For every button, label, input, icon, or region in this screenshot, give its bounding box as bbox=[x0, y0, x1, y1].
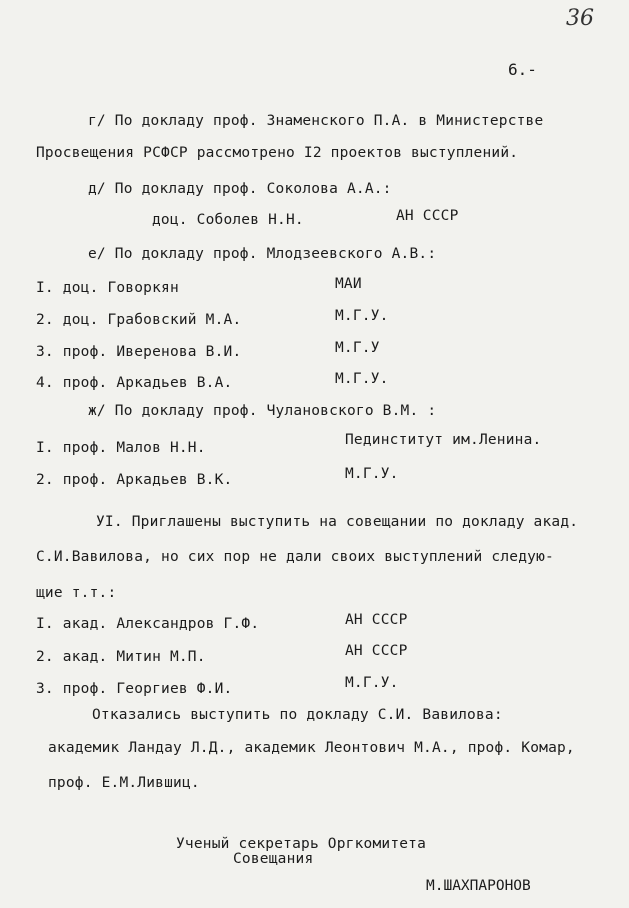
section-vi-row-2-name: 2. акад. Митин М.П. bbox=[36, 649, 206, 665]
signature-name: М.ШАХПАРОНОВ bbox=[426, 878, 531, 894]
archive-page-mark: 36 bbox=[566, 6, 594, 31]
section-vi-line-1: УI. Приглашены выступить на совещании по докладу акад. bbox=[96, 514, 579, 530]
section-vi-row-1-org: АН СССР bbox=[345, 612, 408, 628]
section-vi-row-1-name: I. акад. Александров Г.Ф. bbox=[36, 616, 260, 632]
section-e-row-4-org: М.Г.У. bbox=[335, 371, 389, 387]
section-d-heading: д/ По докладу проф. Соколова А.А.: bbox=[88, 181, 392, 197]
section-e-row-3-org: М.Г.У bbox=[335, 340, 380, 356]
section-e-row-3-name: 3. проф. Иверенова В.И. bbox=[36, 344, 242, 360]
section-vi-line-3: щие т.т.: bbox=[36, 585, 117, 601]
section-zh-heading: ж/ По докладу проф. Чулановского В.М. : bbox=[88, 403, 437, 419]
refusal-line-3: проф. Е.М.Лившиц. bbox=[48, 775, 200, 791]
section-e-heading: е/ По докладу проф. Млодзеевского А.В.: bbox=[88, 246, 437, 262]
page-number: 6.- bbox=[508, 60, 537, 79]
section-e-row-1-name: I. доц. Говоркян bbox=[36, 280, 179, 296]
section-zh-row-2-org: М.Г.У. bbox=[345, 466, 399, 482]
section-vi-line-2: С.И.Вавилова, но сих пор не дали своих выступлений следую- bbox=[36, 549, 554, 565]
section-vi-row-3-name: 3. проф. Георгиев Ф.И. bbox=[36, 681, 233, 697]
section-d-org: АН СССР bbox=[396, 208, 459, 224]
section-e-row-2-org: М.Г.У. bbox=[335, 308, 389, 324]
signature-title-2: Совещания bbox=[233, 851, 314, 867]
section-d-name: доц. Соболев Н.Н. bbox=[152, 212, 304, 228]
refusal-line-2: академик Ландау Л.Д., академик Леонтович М.А., проф. Комар, bbox=[48, 740, 575, 756]
section-e-row-2-name: 2. доц. Грабовский М.А. bbox=[36, 312, 242, 328]
section-g-line-2: Просвещения РСФСР рассмотрено I2 проектов выступлений. bbox=[36, 145, 519, 161]
section-vi-row-3-org: М.Г.У. bbox=[345, 675, 399, 691]
refusal-line-1: Отказались выступить по докладу С.И. Вавилова: bbox=[92, 707, 503, 723]
section-zh-row-1-org: Пединститут им.Ленина. bbox=[345, 432, 542, 448]
section-zh-row-1-name: I. проф. Малов Н.Н. bbox=[36, 440, 206, 456]
section-g-line-1: г/ По докладу проф. Знаменского П.А. в Министерстве bbox=[88, 113, 544, 129]
section-e-row-4-name: 4. проф. Аркадьев В.А. bbox=[36, 375, 233, 391]
section-zh-row-2-name: 2. проф. Аркадьев В.К. bbox=[36, 472, 233, 488]
signature-title-1: Ученый секретарь Оргкомитета bbox=[176, 836, 427, 852]
section-vi-row-2-org: АН СССР bbox=[345, 643, 408, 659]
section-e-row-1-org: МАИ bbox=[335, 276, 362, 292]
